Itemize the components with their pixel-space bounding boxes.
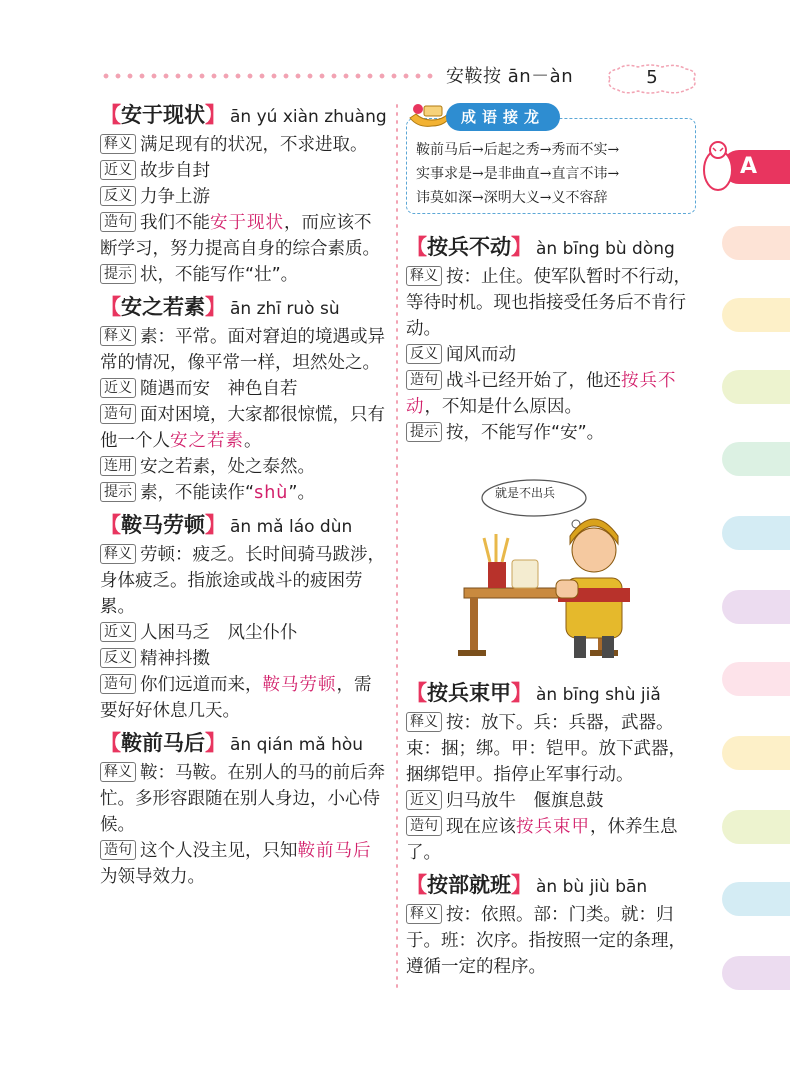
headword: 【按兵不动】 àn bīng bù dòng (406, 235, 675, 259)
example-line (406, 368, 696, 420)
tag-label: 造句 (100, 674, 136, 694)
headword-text: 鞍马劳顿 (121, 513, 205, 537)
headword-text: 按兵束甲 (427, 681, 511, 705)
synonym-line (100, 620, 388, 646)
headword-pinyin: ān qián mǎ hòu (230, 735, 364, 755)
tip-post: ”。 (288, 483, 315, 503)
tip-pre: 素，不能读作“ (140, 483, 255, 503)
headword: 【鞍马劳顿】 ān mǎ láo dùn (100, 513, 353, 537)
definition-line (406, 902, 696, 980)
headword-text: 安于现状 (121, 103, 205, 127)
synonym-line (406, 788, 696, 814)
definition-text: 素：平常。面对窘迫的境遇或异常的情况，像平常一样，坦然处之。 (100, 327, 385, 373)
headword: 【安于现状】 ān yú xiàn zhuàng (100, 103, 387, 127)
entry-an-bing-bu-dong (406, 232, 696, 446)
right-column-top (406, 232, 696, 450)
entry-an-qian-ma-hou (100, 728, 388, 890)
tip-text: 按，不能写作“安”。 (446, 423, 605, 443)
entry-an-zhi-ruo-su (100, 292, 388, 506)
headword: 【按兵束甲】 àn bīng shù jiǎ (406, 681, 661, 705)
example-post: ，休养生息了。 (406, 817, 678, 863)
example-line (100, 672, 388, 724)
index-tab[interactable] (722, 590, 790, 624)
entry-an-yu-xian-zhuang (100, 100, 388, 288)
index-tab[interactable] (722, 298, 790, 332)
index-tab[interactable] (722, 370, 790, 404)
definition-line (100, 760, 388, 838)
entry-an-ma-lao-dun (100, 510, 388, 724)
tag-label: 反义 (100, 648, 136, 668)
tag-label: 提示 (406, 422, 442, 442)
headword-pinyin: ān mǎ láo dùn (230, 517, 353, 537)
headword: 【安之若素】 ān zhī ruò sù (100, 295, 340, 319)
synonym-text: 归马放牛 偃旗息鼓 (446, 791, 604, 811)
example-post: ，而应该不断学习，努力提高自身的综合素质。 (100, 213, 380, 259)
definition-line (100, 324, 388, 376)
example-highlight: 安之若素 (170, 431, 244, 451)
definition-line (100, 542, 388, 620)
example-highlight: 按兵束甲 (516, 817, 590, 837)
example-post: 。 (244, 431, 262, 451)
idiom-chain-title: 成语接龙 (446, 103, 560, 131)
example-pre: 面对困境，大家都很惊慌，只有他一个人 (100, 405, 385, 451)
example-pre: 现在应该 (446, 817, 516, 837)
definition-text: 满足现有的状况，不求进取。 (140, 135, 368, 155)
page-number-badge (604, 63, 690, 93)
tag-label: 造句 (406, 816, 442, 836)
antonym-line (100, 646, 388, 672)
headword-text: 按部就班 (427, 873, 511, 897)
synonym-text: 人困马乏 风尘仆仆 (140, 623, 298, 643)
tag-label: 释义 (100, 544, 136, 564)
tip-line (406, 420, 696, 446)
headword-pinyin: àn bù jiù bān (536, 877, 648, 897)
example-line (100, 402, 388, 454)
speech-bubble-text: 就是不出兵 (495, 486, 556, 500)
antonym-text: 闻风而动 (446, 345, 516, 365)
tag-label: 释义 (406, 266, 442, 286)
tag-label: 提示 (100, 482, 136, 502)
tag-label: 释义 (406, 712, 442, 732)
index-tab[interactable] (722, 442, 790, 476)
antonym-text: 力争上游 (140, 187, 210, 207)
headword-text: 鞍前马后 (121, 731, 205, 755)
synonym-line (100, 376, 388, 402)
collocation-text: 安之若素，处之泰然。 (140, 457, 315, 477)
tag-label: 反义 (406, 344, 442, 364)
definition-line (100, 132, 388, 158)
synonym-line (100, 158, 388, 184)
idiom-chain-line: 实事求是→是非曲直→直言不讳→ (416, 166, 620, 182)
tag-label: 提示 (100, 264, 136, 284)
definition-text: 按：止住。使军队暂时不行动，等待时机。现也指接受任务后不肯行动。 (406, 267, 691, 339)
tip-line (100, 262, 388, 288)
tag-label: 近义 (100, 160, 136, 180)
index-tab[interactable] (722, 810, 790, 844)
definition-line (406, 264, 696, 342)
index-tab[interactable] (722, 226, 790, 260)
index-tab[interactable] (722, 662, 790, 696)
tag-label: 近义 (100, 378, 136, 398)
example-pre: 战斗已经开始了，他还 (446, 371, 621, 391)
definition-text: 鞍：马鞍。在别人的马的前后奔忙。多形容跟随在别人身边，小心侍候。 (100, 763, 385, 835)
headword: 【鞍前马后】 ān qián mǎ hòu (100, 731, 364, 755)
tag-label: 造句 (406, 370, 442, 390)
example-highlight: 按兵不动 (406, 371, 677, 417)
tip-text: 状，不能写作“壮”。 (140, 265, 299, 285)
example-line (100, 210, 388, 262)
headword-pinyin: ān yú xiàn zhuàng (230, 107, 387, 127)
tag-label: 近义 (100, 622, 136, 642)
tip-highlight: shù (254, 483, 289, 503)
example-pre: 这个人没主见，只知 (140, 841, 298, 861)
index-tab[interactable] (722, 882, 790, 916)
idiom-chain-line: 鞍前马后→后起之秀→秀而不实→ (416, 142, 620, 158)
tag-label: 释义 (100, 134, 136, 154)
tag-label: 释义 (100, 762, 136, 782)
example-pre: 我们不能 (140, 213, 210, 233)
headword-text: 安之若素 (121, 295, 205, 319)
tag-label: 释义 (406, 904, 442, 924)
antonym-line (100, 184, 388, 210)
penguin-icon (700, 138, 736, 194)
index-tab-letter: A (740, 154, 758, 179)
general-illustration (458, 478, 668, 668)
synonym-text: 随遇而安 神色自若 (140, 379, 298, 399)
left-column (100, 100, 388, 894)
headword-pinyin: àn bīng bù dòng (536, 239, 675, 259)
tip-line (100, 480, 388, 506)
tag-label: 造句 (100, 840, 136, 860)
example-highlight: 鞍马劳顿 (262, 675, 337, 695)
entry-an-bu-jiu-ban (406, 870, 696, 980)
headword-text: 按兵不动 (427, 235, 511, 259)
entry-an-bing-shu-jia (406, 678, 696, 866)
index-tab[interactable] (722, 516, 790, 550)
tag-label: 造句 (100, 404, 136, 424)
idiom-chain-text (416, 138, 619, 210)
index-tab[interactable] (722, 956, 790, 990)
definition-text: 劳顿：疲乏。长时间骑马跋涉，身体疲乏。指旅途或战斗的疲困劳累。 (100, 545, 385, 617)
antonym-line (406, 342, 696, 368)
example-post: 为领导效力。 (100, 867, 205, 887)
headword-pinyin: ān zhī ruò sù (230, 299, 340, 319)
page-number: 5 (646, 67, 658, 88)
definition-line (406, 710, 696, 788)
collocation-line (100, 454, 388, 480)
example-pre: 你们远道而来， (140, 675, 263, 695)
example-highlight: 鞍前马后 (297, 841, 372, 861)
example-post: ，需要好好休息几天。 (100, 675, 372, 721)
tag-label: 近义 (406, 790, 442, 810)
right-column-bottom (406, 678, 696, 984)
header-dotted-rule (100, 73, 435, 79)
tag-label: 连用 (100, 456, 136, 476)
example-line (100, 838, 388, 890)
headword: 【按部就班】 àn bù jiù bān (406, 873, 648, 897)
idiom-chain-line: 讳莫如深→深明大义→义不容辞 (416, 190, 608, 206)
headword-pinyin: àn bīng shù jiǎ (536, 685, 661, 705)
example-post: ，不知是什么原因。 (424, 397, 582, 417)
example-highlight: 安于现状 (210, 213, 284, 233)
tag-label: 释义 (100, 326, 136, 346)
example-line (406, 814, 696, 866)
definition-text: 按：放下。兵：兵器，武器。束：捆；绑。甲：铠甲。放下武器，捆绑铠甲。指停止军事行动。 (406, 713, 686, 785)
page-header-title: 安鞍按 ān－àn (446, 66, 574, 87)
column-divider (396, 102, 398, 990)
tag-label: 反义 (100, 186, 136, 206)
definition-text: 按：依照。部：门类。就：归于。班：次序。指按照一定的条理，遵循一定的程序。 (406, 905, 686, 977)
antonym-text: 精神抖擞 (140, 649, 210, 669)
index-tab[interactable] (722, 736, 790, 770)
synonym-text: 故步自封 (140, 161, 210, 181)
tag-label: 造句 (100, 212, 136, 232)
